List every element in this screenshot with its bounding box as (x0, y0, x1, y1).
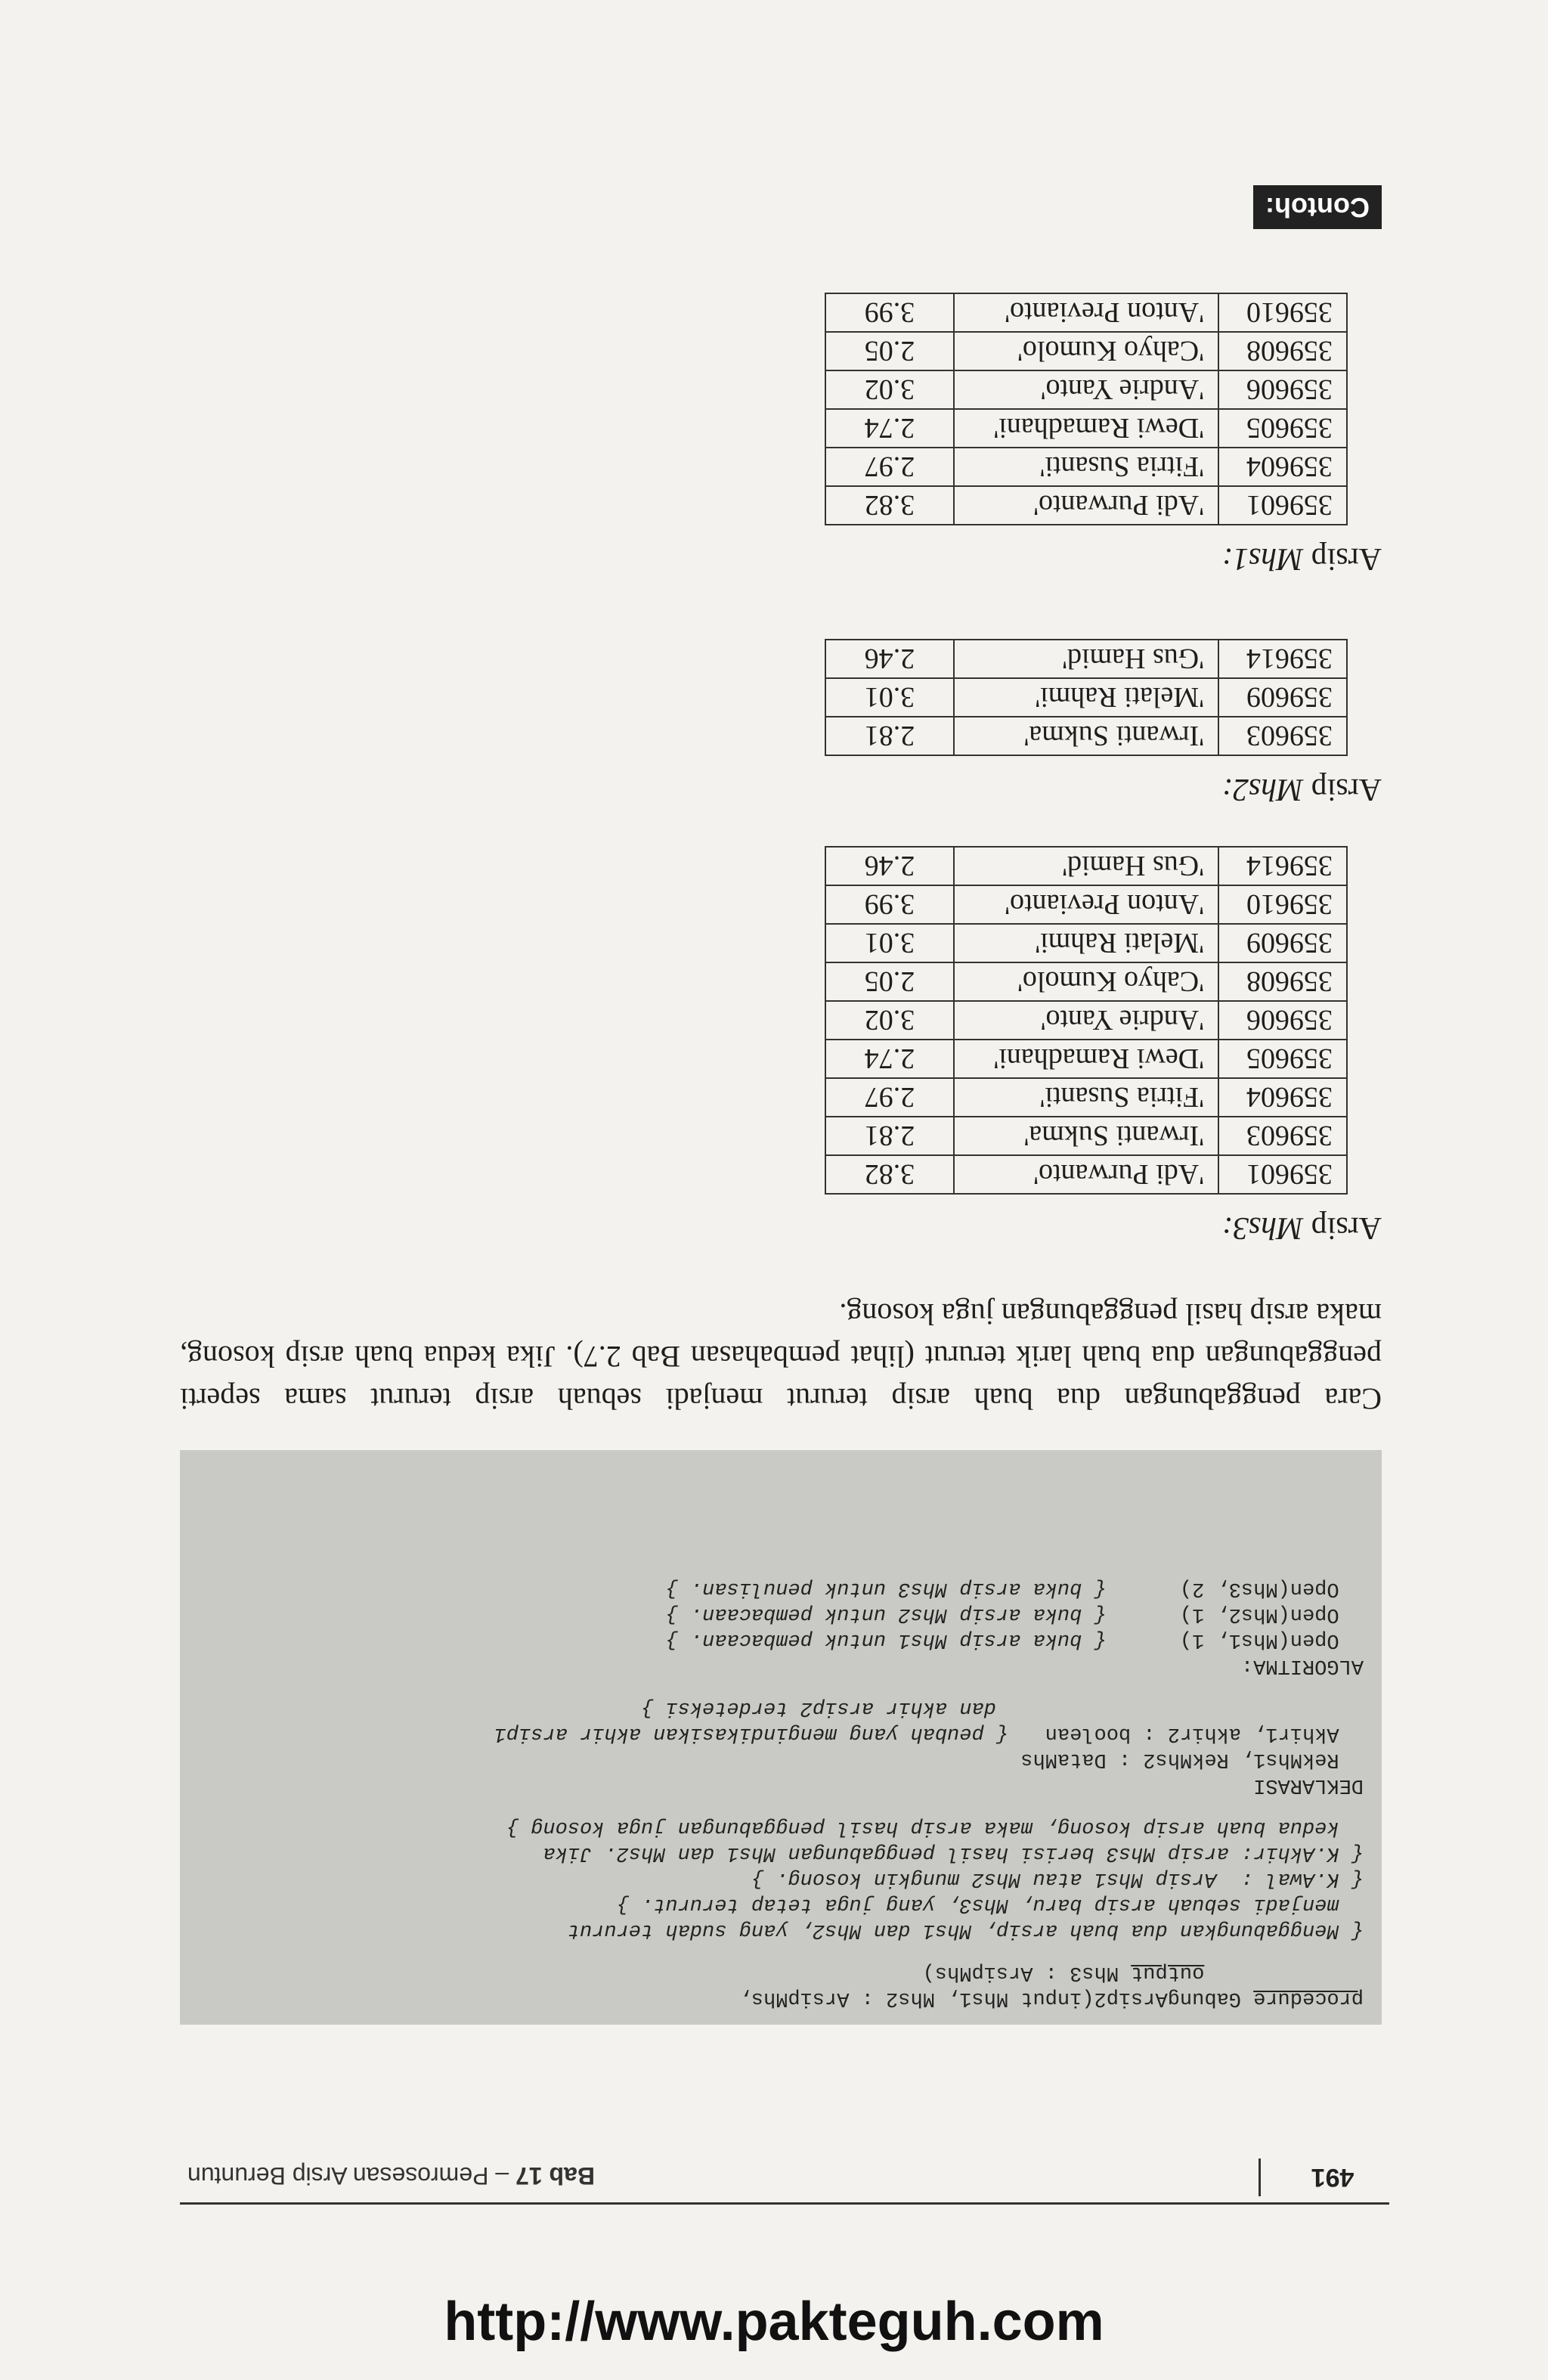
table-row (825, 486, 1347, 525)
ipk-cell: 2.97 (825, 448, 954, 486)
name-cell: 'Adi Purwanto' (954, 1155, 1218, 1194)
name-cell: 'Fitria Susanti' (954, 1078, 1218, 1117)
ipk-cell: 2.74 (825, 1040, 954, 1078)
proc-signature-1 (198, 1985, 1364, 2011)
name-cell: 'Anton Previanto' (954, 885, 1218, 924)
nim-cell: 359603 (1218, 717, 1347, 755)
ipk-cell: 3.82 (825, 1155, 954, 1194)
table-row (825, 409, 1347, 448)
header-divider (1259, 2158, 1261, 2196)
table-row (825, 924, 1347, 962)
name-cell: 'Gus Hamid' (954, 640, 1218, 678)
indent (1204, 1961, 1364, 1984)
decl-comment-cont: dan akhir arsip2 terdeteksi } (641, 1697, 1364, 1719)
algo-line (198, 1576, 1364, 1601)
name-cell: 'Dewi Ramadhani' (954, 409, 1218, 448)
table-row (825, 448, 1347, 486)
nim-cell: 359605 (1218, 409, 1347, 448)
algo-comment: { buka arsip Mhs1 untuk pembacaan. } (665, 1629, 1107, 1651)
label-prefix: Arsip (1303, 541, 1382, 576)
name-cell: 'Cahyo Kumolo' (954, 332, 1218, 370)
spec-line: { K.Akhir: arsip Mhs3 berisi hasil penggabungan Mhs1 dan Mhs2. Jika (543, 1842, 1364, 1864)
label-name: Mhs3: (1221, 1210, 1304, 1245)
page-number: 491 (1311, 2163, 1354, 2192)
chapter-name: – Pemrosesan Arsip Beruntun (187, 2162, 516, 2189)
nim-cell: 359608 (1218, 332, 1347, 370)
label-prefix: Arsip (1303, 772, 1382, 807)
example-badge: Contoh: (1253, 185, 1382, 229)
page-header (180, 2149, 1389, 2205)
nim-cell: 359604 (1218, 1078, 1347, 1117)
name-cell: 'Fitria Susanti' (954, 448, 1218, 486)
table-row (825, 332, 1347, 370)
nim-cell: 359608 (1218, 962, 1347, 1001)
label-name: Mhs2: (1221, 772, 1304, 807)
ipk-cell: 3.02 (825, 370, 954, 409)
name-cell: 'Cahyo Kumolo' (954, 962, 1218, 1001)
table-row (825, 962, 1347, 1001)
ipk-cell: 2.05 (825, 962, 954, 1001)
ipk-cell: 2.05 (825, 332, 954, 370)
label-prefix: Arsip (1303, 1210, 1382, 1245)
watermark-url: http://www.pakteguh.com (444, 2292, 1104, 2352)
ipk-cell: 3.01 (825, 678, 954, 717)
body-paragraph: Cara penggabungan dua buah arsip terurut menjadi sebuah arsip terurut sama seperti penggabungan dua buah larik terurut (lihat pembahasan Bab 2.7). Jika kedua buah arsip kosong, maka arsip hasil penggabungan juga kosong. (180, 1297, 1382, 1416)
label-name: Mhs1: (1221, 541, 1304, 576)
nim-cell: 359614 (1218, 640, 1347, 678)
name-cell: 'Dewi Ramadhani' (954, 1040, 1218, 1078)
algo-comment: { buka arsip Mhs3 untuk penulisan. } (665, 1577, 1107, 1600)
proc-signature-text: GabungArsip2(input Mhs1, Mhs2 : ArsipMhs, (738, 1987, 1254, 2010)
ipk-cell: 3.01 (825, 924, 954, 962)
ipk-cell: 2.46 (825, 640, 954, 678)
nim-cell: 359606 (1218, 370, 1347, 409)
spec-line: kedua buah arsip kosong, maka arsip hasil penggabungan juga kosong } (506, 1816, 1364, 1839)
ipk-cell: 2.81 (825, 1117, 954, 1155)
name-cell: 'Andrie Yanto' (954, 370, 1218, 409)
mhs1-label (1222, 541, 1382, 577)
nim-cell: 359609 (1218, 924, 1347, 962)
ipk-cell: 3.99 (825, 885, 954, 924)
mhs3-table (825, 846, 1348, 1195)
nim-cell: 359610 (1218, 293, 1347, 332)
table-row (825, 1040, 1347, 1078)
nim-cell: 359606 (1218, 1001, 1347, 1040)
algo-line (198, 1601, 1364, 1627)
mhs1-table (825, 293, 1348, 525)
ipk-cell: 3.99 (825, 293, 954, 332)
decl-code: Akhir1, akhir2 : boolean (1008, 1722, 1364, 1745)
name-cell: 'Anton Previanto' (954, 293, 1218, 332)
chapter-title (187, 2157, 595, 2195)
nim-cell: 359603 (1218, 1117, 1347, 1155)
proc-signature-output: Mhs3 : ArsipMhs) (922, 1961, 1132, 1984)
mhs3-label (1222, 1210, 1382, 1246)
table-row (825, 847, 1347, 885)
table-row (825, 717, 1347, 755)
decl-line (198, 1721, 1364, 1746)
name-cell: 'Andrie Yanto' (954, 1001, 1218, 1040)
ipk-cell: 3.02 (825, 1001, 954, 1040)
table-row (825, 370, 1347, 409)
name-cell: 'Melati Rahmi' (954, 924, 1218, 962)
table-row (825, 678, 1347, 717)
spec-line: { K.Awal : Arsip Mhs1 atau Mhs2 mungkin kosong. } (751, 1867, 1364, 1890)
chapter-number: Bab 17 (515, 2162, 595, 2189)
ipk-cell: 2.81 (825, 717, 954, 755)
decl-comment: { peubah yang mengindikasikan akhir arsip1 (494, 1722, 1009, 1745)
ipk-cell: 2.97 (825, 1078, 954, 1117)
nim-cell: 359610 (1218, 885, 1347, 924)
table-row (825, 1001, 1347, 1040)
algorithm-box (180, 1450, 1382, 2025)
decl-line: RekMhs1, RekMhs2 : DataMhs (1020, 1748, 1364, 1771)
algo-line (198, 1627, 1364, 1653)
nim-cell: 359601 (1218, 486, 1347, 525)
name-cell: 'Irwanti Sukma' (954, 1117, 1218, 1155)
deklarasi-heading: DEKLARASI (1253, 1774, 1364, 1796)
algo-code: Open(Mhs2, 1) (1106, 1603, 1364, 1625)
algo-code: Open(Mhs1, 1) (1106, 1629, 1364, 1651)
name-cell: 'Melati Rahmi' (954, 678, 1218, 717)
algo-code: Open(Mhs3, 2) (1106, 1577, 1364, 1600)
nim-cell: 359609 (1218, 678, 1347, 717)
proc-signature-2 (198, 1960, 1364, 1985)
nim-cell: 359601 (1218, 1155, 1347, 1194)
ipk-cell: 2.46 (825, 847, 954, 885)
algoritma-heading: ALGORITMA: (1240, 1654, 1364, 1677)
keyword-output: output (1131, 1961, 1205, 1984)
mhs2-label (1222, 771, 1382, 807)
keyword-procedure: procedure (1253, 1987, 1364, 2010)
table-row (825, 640, 1347, 678)
algo-comment: { buka arsip Mhs2 untuk pembacaan. } (665, 1603, 1107, 1625)
table-row (825, 885, 1347, 924)
nim-cell: 359605 (1218, 1040, 1347, 1078)
table-row (825, 1117, 1347, 1155)
nim-cell: 359614 (1218, 847, 1347, 885)
name-cell: 'Gus Hamid' (954, 847, 1218, 885)
ipk-cell: 3.82 (825, 486, 954, 525)
mhs2-table (825, 639, 1348, 756)
nim-cell: 359604 (1218, 448, 1347, 486)
table-row (825, 293, 1347, 332)
ipk-cell: 2.74 (825, 409, 954, 448)
spec-line: { Menggabungkan dua buah arsip, Mhs1 dan Mhs2, yang sudah terurut (567, 1919, 1364, 1941)
name-cell: 'Adi Purwanto' (954, 486, 1218, 525)
table-row (825, 1155, 1347, 1194)
name-cell: 'Irwanti Sukma' (954, 717, 1218, 755)
spec-line: menjadi sebuah arsip baru, Mhs3, yang juga tetap terurut. } (616, 1893, 1364, 1916)
table-row (825, 1078, 1347, 1117)
